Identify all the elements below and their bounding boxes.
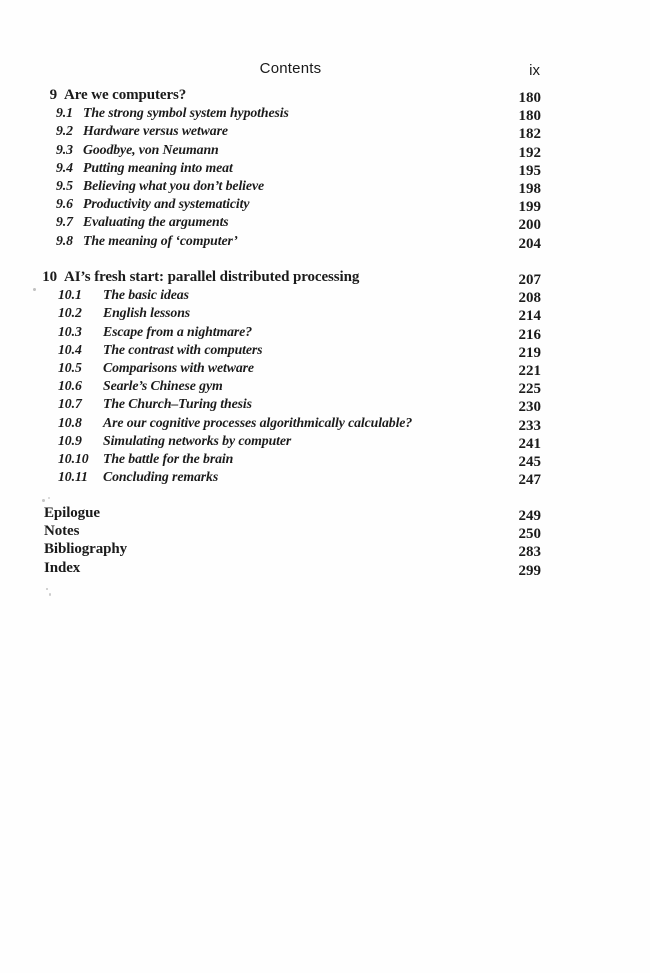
folio-page-number: ix: [529, 62, 540, 79]
page-ref: 247: [518, 472, 541, 489]
chapter-number: 10: [42, 269, 57, 285]
section-number: 10.2: [58, 305, 82, 321]
toc-section-row: [40, 304, 541, 325]
page-ref: 204: [518, 235, 541, 252]
toc-section-row: [40, 395, 541, 416]
back-matter-title: Epilogue: [44, 505, 100, 521]
page-ref: 230: [518, 399, 541, 416]
section-number: 9.5: [56, 178, 73, 194]
back-matter-row: [40, 559, 541, 577]
page-ref: 216: [518, 326, 541, 343]
back-matter-row: [40, 504, 541, 522]
section-number: 10.5: [58, 360, 82, 376]
section-number: 10.7: [58, 396, 82, 412]
toc-section-row: [40, 377, 541, 398]
page-ref: 200: [518, 217, 541, 234]
section-number: 10.8: [58, 414, 82, 430]
section-number: 9.6: [56, 196, 73, 212]
section-number: 10.6: [58, 378, 82, 394]
back-matter-row: [40, 540, 541, 561]
section-title: The basic ideas: [103, 287, 189, 303]
section-title: The battle for the brain: [103, 451, 234, 467]
scan-speck: [48, 497, 50, 499]
running-head: Contents: [259, 60, 322, 77]
page-ref: 221: [518, 363, 541, 380]
toc-section-row: [40, 359, 541, 380]
section-title: Searle’s Chinese gym: [103, 378, 223, 394]
page-ref: 214: [518, 308, 541, 325]
page-ref: 250: [518, 526, 541, 543]
section-title: Evaluating the arguments: [83, 214, 229, 230]
section-number: 9.1: [56, 105, 73, 121]
section-title: The strong symbol system hypothesis: [83, 105, 289, 121]
toc-chapter-row: [40, 86, 541, 104]
toc-section-row: [40, 450, 541, 471]
toc-section-row: [40, 286, 541, 307]
section-title: Escape from a nightmare?: [103, 323, 252, 339]
toc-section-row: [40, 141, 541, 159]
section-title: Putting meaning into meat: [83, 159, 233, 175]
toc-section-row: [40, 468, 541, 489]
scan-speck: [42, 499, 45, 502]
toc-section-row: [40, 177, 541, 198]
section-title: Simulating networks by computer: [103, 432, 292, 448]
chapter-9-block: [40, 86, 541, 250]
section-number: 10.9: [58, 432, 82, 448]
page-ref: 241: [518, 435, 541, 452]
section-title: The meaning of ‘computer’: [83, 232, 238, 248]
section-number: 9.2: [56, 123, 73, 139]
section-title: The contrast with computers: [103, 341, 263, 357]
section-title: Concluding remarks: [103, 469, 219, 485]
section-title: Productivity and systematicity: [83, 196, 250, 212]
scan-speck: [49, 593, 51, 596]
toc-section-row: [40, 213, 541, 234]
page-ref: 180: [518, 108, 541, 125]
page-header: [40, 60, 541, 78]
toc-section-row: [40, 122, 541, 143]
section-title: English lessons: [103, 305, 191, 321]
chapter-title: Are we computers?: [64, 87, 187, 103]
toc-chapter-row: [40, 268, 541, 286]
section-title: Comparisons with wetware: [103, 360, 254, 376]
page-ref: 283: [518, 544, 541, 561]
page-ref: 192: [518, 144, 541, 161]
section-title: Hardware versus wetware: [83, 123, 228, 139]
section-number: 10.10: [58, 451, 89, 467]
back-matter-block: [40, 504, 541, 577]
toc-section-row: [40, 195, 541, 216]
section-title: Goodbye, von Neumann: [83, 141, 219, 157]
page-ref: 208: [518, 290, 541, 307]
section-title: Believing what you don’t believe: [83, 178, 264, 194]
toc-section-row: [40, 432, 541, 450]
toc-section-row: [40, 232, 541, 250]
back-matter-row: [40, 522, 541, 543]
page-ref: 195: [518, 162, 541, 179]
chapter-number: 9: [49, 87, 57, 103]
section-number: 10.3: [58, 323, 82, 339]
section-number: 9.3: [56, 141, 73, 157]
page-ref: 199: [518, 199, 541, 216]
scan-speck: [46, 588, 48, 590]
section-title: The Church–Turing thesis: [103, 396, 252, 412]
page-ref: 182: [518, 126, 541, 143]
section-title: Are our cognitive processes algorithmically calculable?: [103, 414, 413, 430]
section-number: 9.8: [56, 232, 73, 248]
page-ref: 249: [518, 508, 541, 524]
section-number: 10.1: [58, 287, 82, 303]
toc-section-row: [40, 414, 541, 432]
toc-section-row: [40, 159, 541, 177]
toc-section-row: [40, 341, 541, 359]
page-ref: 219: [518, 344, 541, 361]
page-ref: 299: [518, 562, 541, 579]
back-matter-title: Bibliography: [44, 541, 127, 558]
back-matter-title: Notes: [44, 523, 80, 540]
section-number: 9.4: [56, 159, 73, 175]
page-ref: 180: [518, 90, 541, 106]
back-matter-title: Index: [44, 559, 81, 576]
chapter-10-block: [40, 268, 541, 489]
section-number: 10.4: [58, 341, 82, 357]
section-number: 9.7: [56, 214, 73, 230]
scan-speck: [33, 288, 36, 291]
toc-section-row: [40, 104, 541, 125]
page-ref: 225: [518, 381, 541, 398]
page-ref: 245: [518, 454, 541, 471]
chapter-title: AI’s fresh start: parallel distributed processing: [64, 269, 360, 285]
section-number: 10.11: [58, 469, 88, 485]
toc-section-row: [40, 323, 541, 341]
page-ref: 233: [518, 417, 541, 434]
page-ref: 207: [518, 272, 541, 288]
page-ref: 198: [518, 181, 541, 198]
